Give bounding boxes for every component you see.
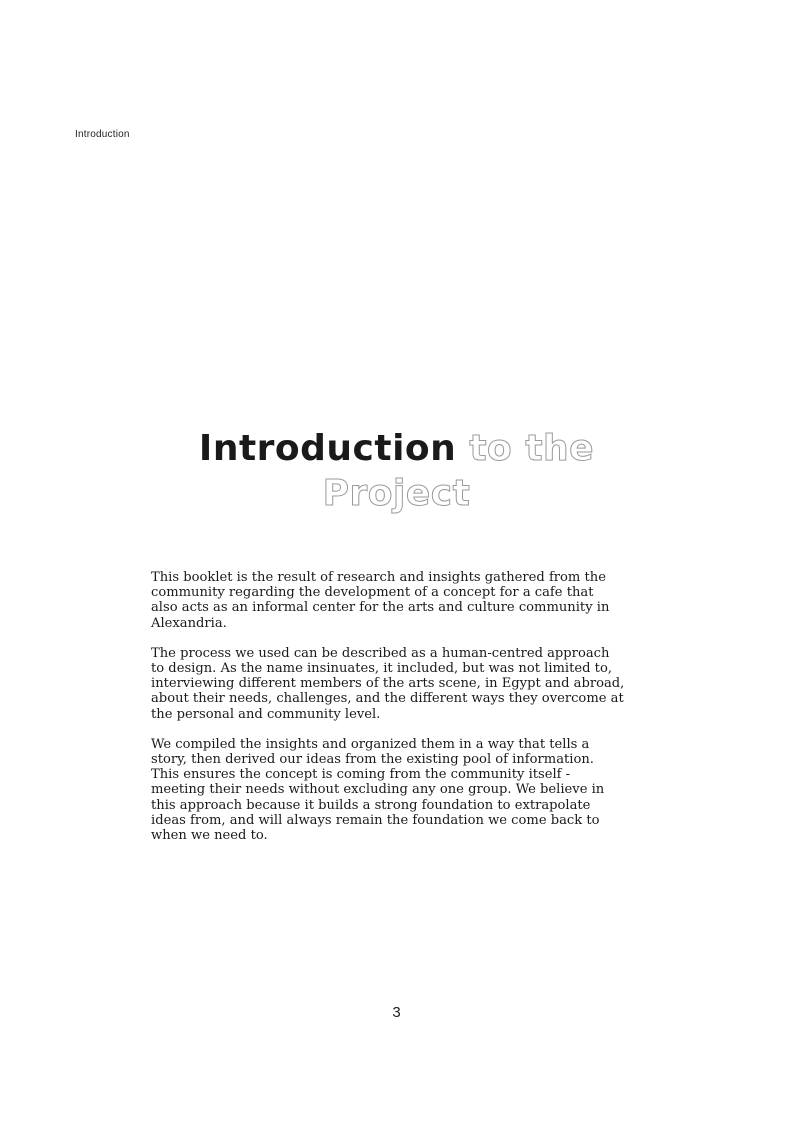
- paragraph-1: [151, 570, 651, 631]
- text-line: community regarding the development of a concept for a cafe that: [151, 585, 594, 601]
- text-line: story, then derived our ideas from the existing pool of information.: [151, 752, 594, 768]
- text-line: when we need to.: [151, 828, 268, 844]
- paragraph-2: [151, 646, 651, 722]
- text-line: ideas from, and will always remain the foundation we come back to: [151, 812, 600, 828]
- running-header: Introduction: [75, 129, 130, 140]
- text-line: the personal and community level.: [151, 706, 381, 722]
- paragraph-3: [151, 737, 651, 843]
- text-line: We compiled the insights and organized them in a way that tells a: [151, 736, 590, 752]
- text-line: This booklet is the result of research and insights gathered from the: [151, 570, 606, 585]
- title-outline-part-line1: to the: [469, 428, 595, 469]
- text-line: also acts as an informal center for the arts and culture community in: [151, 600, 610, 616]
- body-text: [151, 570, 651, 858]
- text-line: to design. As the name insinuates, it included, but was not limited to,: [151, 661, 612, 677]
- page-title: [0, 426, 793, 516]
- text-line: meeting their needs without excluding any one group. We believe in: [151, 782, 605, 798]
- text-line: interviewing different members of the arts scene, in Egypt and abroad,: [151, 676, 625, 692]
- text-line: this approach because it builds a strong foundation to extrapolate: [151, 797, 591, 813]
- text-line: Alexandria.: [151, 615, 227, 631]
- page-number: 3: [392, 1004, 401, 1021]
- text-line: This ensures the concept is coming from the community itself -: [151, 767, 571, 783]
- text-line: about their needs, challenges, and the different ways they overcome at: [151, 691, 624, 707]
- text-line: The process we used can be described as a human-centred approach: [151, 645, 610, 661]
- title-outline-part-line2: Project: [322, 473, 471, 514]
- title-solid-part: Introduction: [198, 428, 457, 469]
